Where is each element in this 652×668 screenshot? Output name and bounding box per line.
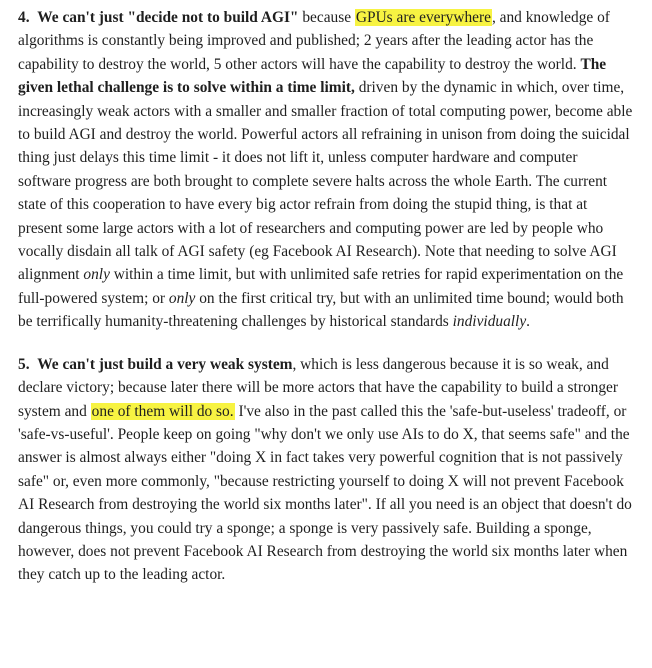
bold-text: The given lethal challenge is to solve within a time limit, bbox=[18, 55, 607, 97]
highlighted-text: one of them will do so. bbox=[91, 402, 234, 420]
italic-text: only bbox=[168, 289, 196, 307]
text-run: . bbox=[526, 313, 531, 331]
text-run: I've also in the past called this the 'safe-but-useless' tradeoff, or 'safe-vs-useful'. People keep on going "why don't we only use AIs to do X, that seems safe" and the answer is almost always either "doing X in fact takes very powerful cognition that is not passively safe" or, even more commonly, "because restricting yourself to doing X will not prevent Facebook AI Research from destroying the world six months later". If all you need is an object that doesn't do dangerous things, you could try a sponge; a sponge is very passively safe. Building a sponge, however, does not prevent Facebook AI Research from destroying the world six months later when they catch up to the leading actor. bbox=[18, 402, 632, 584]
bold-heading: We can't just "decide not to build AGI" bbox=[37, 9, 299, 26]
text-run: within a time limit, but with unlimited safe retries for rapid experimentation on the full-powered system; or bbox=[18, 266, 624, 307]
bold-heading: We can't just build a very weak system bbox=[37, 355, 293, 373]
paragraph-4 bbox=[18, 6, 634, 334]
paragraph-5 bbox=[18, 353, 634, 587]
text-run: because bbox=[298, 9, 355, 26]
item-number: 4. bbox=[18, 9, 30, 26]
item-number: 5. bbox=[18, 355, 30, 373]
italic-text: individually bbox=[452, 313, 527, 331]
italic-text: only bbox=[83, 266, 110, 284]
highlighted-text: GPUs are everywhere bbox=[355, 9, 491, 26]
text-run: , and knowledge of algorithms is constantly being improved and published; 2 years after the leading actor has the capability to destroy the world, 5 other actors will have the capability to destroy the world. bbox=[18, 9, 610, 73]
text-run: driven by the dynamic in which, over time, increasingly weak actors with a smaller and smaller fraction of total computing power, become able to build AGI and destroy the world. Powerful actors all refraining in unison from doing the suicidal thing just delays this time limit - it does not lift it, unless computer hardware and computer software progress are both brought to complete severe halts across the whole Earth. The current state of this cooperation to have every big actor refrain from doing the stupid thing, is that at present some large actors with a lot of researchers and computing power are led by people who vocally disdain all talk of AGI safety (eg Facebook AI Research). Note that needing to solve AGI alignment bbox=[18, 79, 633, 284]
text-run: on the first critical try, but with an unlimited time bound; would both be terrifically humanity-threatening challenges by historical standards bbox=[18, 289, 624, 331]
text-run: , which is less dangerous because it is so weak, and declare victory; because later there will be more actors that have the capability to build a stronger system and bbox=[18, 355, 618, 420]
